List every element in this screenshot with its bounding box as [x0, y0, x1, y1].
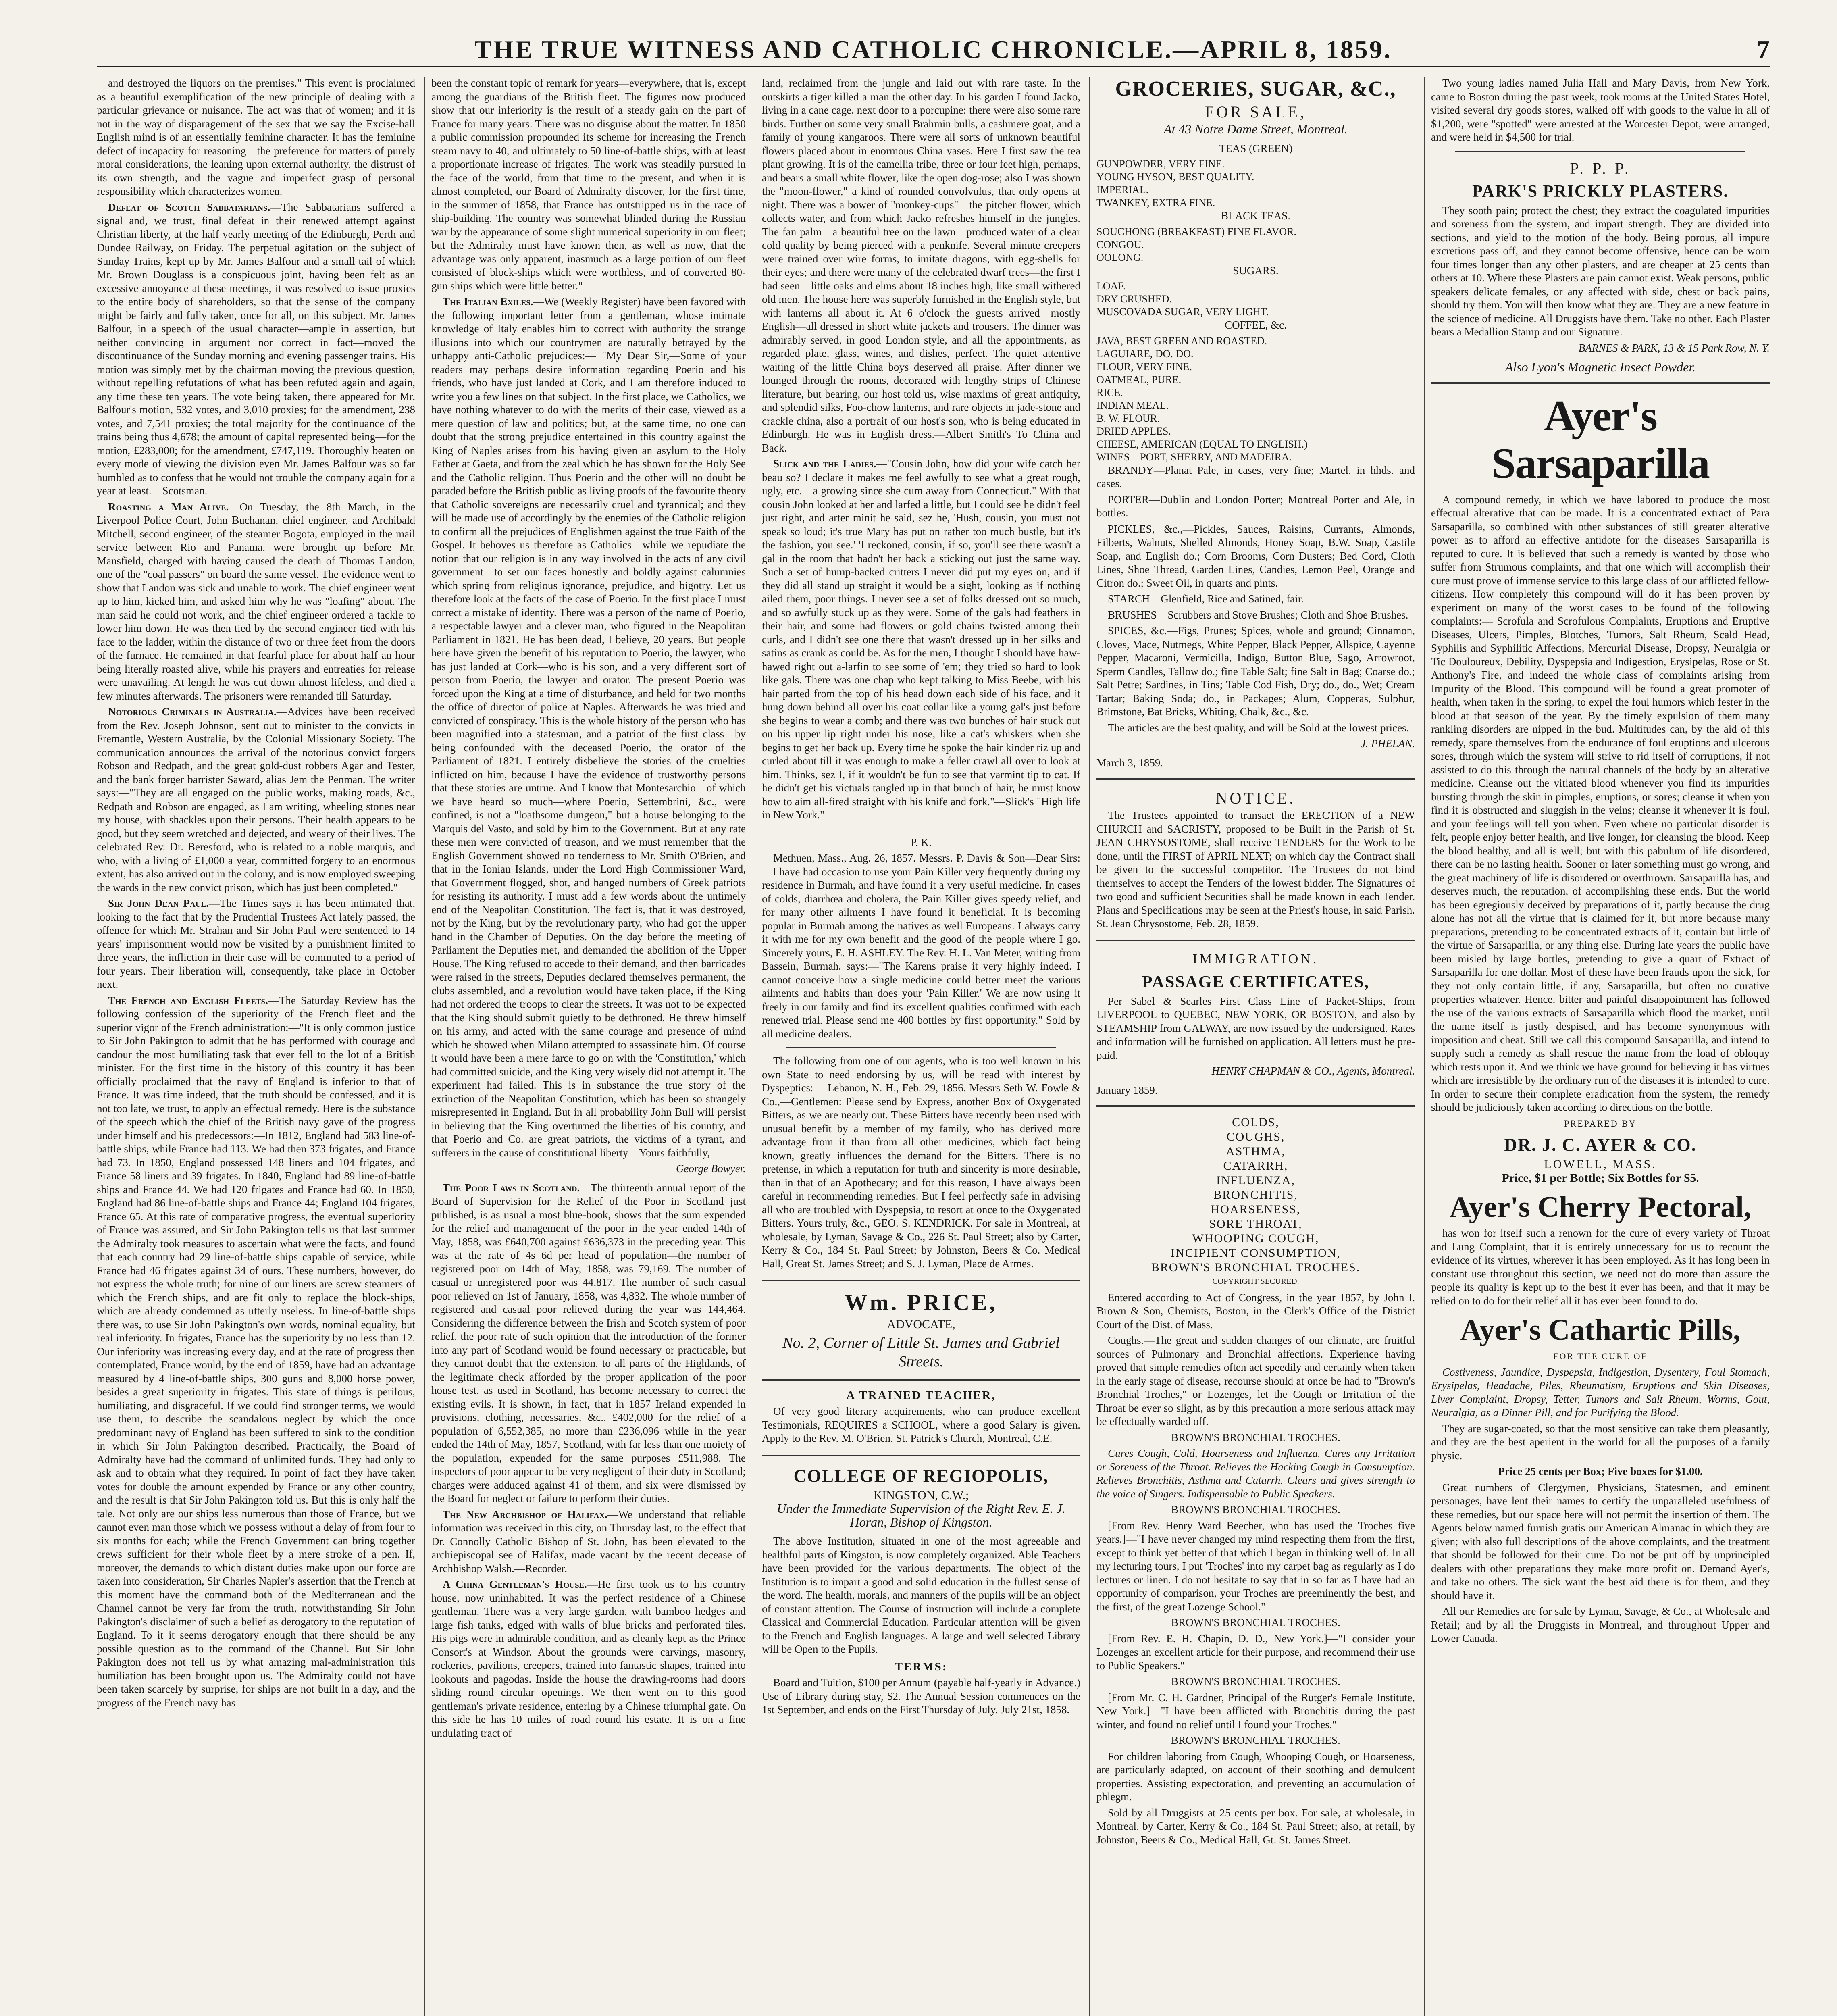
- pills-agents: All our Remedies are for sale by Lyman, Savage, & Co., at Wholesale and Retail; and by all the Druggists in Montreal, and throughout Upper and Lower Canada.: [1431, 1605, 1770, 1644]
- ayer-company: DR. J. C. AYER & CO.: [1504, 1135, 1697, 1155]
- plasters-body: They sooth pain; protect the chest; they extract the coagulated impurities and soreness from the system, and impart strength. They are divided into sections, and yield to the motion of the body. Being porous, all impure excretions pass off, and they cannot become offensive, hence can be worn four times longer than any other plasters, and are cheaper at 25 cents than others at 10. Where these Plasters are pain cannot exist. Weak persons, public speakers delicate females, or any affected with side, chest or back pains, should try them. You will then know what they are. They are a new feature in the science of medicine. All Druggists have them. Take no other. Each Plaster bears a Medallion Stamp and our Signature.: [1431, 204, 1770, 338]
- troches-children: For children laboring from Cough, Whooping Cough, or Hoarseness, are particularly adapted, on account of their soothing and demulcent properties. Assisting expectoration, and preventing an accumulation of phlegm.: [1096, 1750, 1415, 1803]
- pills-price: Price 25 cents per Box; Five boxes for $1.00.: [1498, 1465, 1703, 1477]
- article-fleets: [97, 994, 415, 1710]
- copyright-mark: COPYRIGHT SECURED.: [1212, 1277, 1299, 1286]
- divider: [762, 1279, 1080, 1281]
- article-criminals: [97, 705, 415, 894]
- list-item: BROWN'S BRONCHIAL TROCHES.: [1151, 1261, 1361, 1274]
- list-item: MUSCOVADA SUGAR, VERY LIGHT.: [1096, 306, 1269, 318]
- article-body: —The Times says it has been intimated that, looking to the fact that by the Prudential Trustees Act lately passed, the offence for which Mr. Strahan and Sir John Paul were sentenced to 14 years' imprisonment would now be visited by a punishment limited to three years, the infliction in their case will be commuted to a period of four years. Their liberation will, consequently, take place in October next.: [97, 897, 415, 990]
- sugars-heading: SUGARS.: [1233, 264, 1279, 277]
- college-place: KINGSTON, C.W.;: [873, 1488, 969, 1502]
- divider: [1431, 382, 1770, 384]
- page-number: 7: [1757, 35, 1770, 64]
- teas-black-list: [1096, 225, 1415, 264]
- article-poor-laws: [431, 1181, 746, 1506]
- divider: [762, 1454, 1080, 1456]
- troches-cures: Cures Cough, Cold, Hoarseness and Influenza. Cures any Irritation or Soreness of the Throat. Relieves the Hacking Cough in Consumption. Relieves Bronchitis, Asthma and Catarrh. Clears and gives strength to the voice of Singers. Indispensable to Public Speakers.: [1096, 1447, 1415, 1500]
- ppp-mark: P. P. P.: [1570, 159, 1631, 177]
- sugars-list: [1096, 280, 1415, 319]
- list-item: CONGOU.: [1096, 238, 1144, 250]
- article-dean-paul: [97, 897, 415, 991]
- passage-date: January 1859.: [1096, 1084, 1158, 1096]
- grocery-closing: The articles are the best quality, and will be Sold at the lowest prices.: [1108, 721, 1409, 734]
- list-item: CHEESE, AMERICAN (EQUAL TO ENGLISH.): [1096, 438, 1308, 450]
- pills-testimonials: Great numbers of Clergymen, Physicians, Statesmen, and eminent personages, have lent their names to certify the unparalleled usefulness of these remedies, but our space here will not permit the insertion of them. The Agents below named furnish gratis our American Almanac in which they are given; with also full descriptions of the above complaints, and the treatment that should be followed for their cure. Do not be put off by unprincipled dealers with other preparations they make more profit on. Demand Ayer's, and take no others. The sick want the best aid there is for them, and they should have it.: [1431, 1481, 1770, 1602]
- troches-chapin: [From Rev. E. H. Chapin, D. D., New York.]—"I consider your Lozenges an excellent article for their purpose, and recommend their use to Public Speakers.": [1096, 1632, 1415, 1672]
- article-body: —We understand that reliable information was received in this city, on Thursday last, to the effect that Dr. Connolly Catholic Bishop of St. John, has been elevated to the archiepiscopal see of Halifax, made vacant by the recent decease of Archbishop Walsh.—Recorder.: [431, 1508, 746, 1574]
- list-item: TWANKEY, EXTRA FINE.: [1096, 197, 1215, 208]
- troches-title: BROWN'S BRONCHIAL TROCHES.: [1171, 1431, 1340, 1443]
- article-lead: Notorious Criminals in Australia.: [108, 706, 277, 718]
- list-item: ASTHMA,: [1225, 1145, 1286, 1158]
- article-body: —We (Weekly Register) have been favored with the following important letter from a gentleman, whose intimate knowledge of Italy enables him to correct with authority the strange illusions into which our countrymen are naturally betrayed by the unhappy anti-Catholic prejudices:— "My Dear Sir,—Some of your readers may perhaps desire information regarding Poerio and his friends, who have just landed at Cork, and I am therefore induced to write you a few lines on that subject. In the first place, we Catholics, we have nothing whatever to do with the merits of their case, viewed as a mere question of law and politics; but, at the same time, no one can doubt that the strong prejudice entertained in this country against the King of Naples arises from his having given an asylum to the Holy Father at Gaeta, and from the zeal which he has shown for the Holy See and the Catholic religion. Thus Poerio and the other will no doubt be paraded before the British public as living proofs of the favourite theory that Catholic sovereigns are necessarily cruel and tyrannical; and they will be made use of accordingly by the enemies of the Catholic religion to confirm all the prejudices of Englishmen against the true Faith of the Gospel. It behoves us therefore as Catholics—while we repudiate the notion that our religion is in any way involved in the acts of any civil government—to set our faces honestly and boldly against calumnies which spring from religious ignorance, prejudice, and bigotry. Let us therefore look at the facts of the case of Poerio. In the first place I must correct a mistake of identity. There was a person of the name of Poerio, a respectable lawyer and a clever man, who figured in the Neapolitan Parliament in 1821. He has been dead, I believe, 20 years. But people here have given the benefit of his reputation to Poerio, the lawyer, who has just landed at Cork—who is his son, and a very different sort of person from Poerio, the lawyer and orator. The present Poerio was forced upon the King at a time of disturbance, and held for two months the office of director of police at Naples. Afterwards he was tried and convicted of conspiracy. This is the whole history of the person who has been magnified into a statesman, and a patriot of the first class—by being confounded with the deceased Poerio, the orator of the Parliament of 1821. I entirely disbelieve the stories of the cruelties inflicted on him, because I have the evidence of trustworthy persons that these stories are untrue. And I know that Montesarchio—of which we have heard so much—where Poerio, Settembrini, &c., were confined, is not a "loathsome dungeon," but a house belonging to the Marquis del Vasto, and sold by him to the Government. But at any rate these men were convicted of treason, and we must remember that the English Government showed no tenderness to Mr. Smith O'Brien, and that in the Ionian Islands, under the Lord High Commissioner Ward, that Government flogged, shot, and hanged numbers of Greek patriots for resisting its authority. I must add a few words about the untimely end of the Neapolitan Constitution. The fact is, that it was destroyed, not by the King, but by the revolutionary party, who had got the upper hand in the Chamber of Deputies. On the day before the meeting of Parliament the Deputies met, and demanded the abolition of the Upper House. The King refused to accede to their demand, and then barricades were raised in the streets, Deputies declared themselves permanent, the clubs assembled, and a revolution would have taken place, if the King had not ordered the troops to clear the streets. It was not to be expected that the King should submit quietly to be dethroned. He threw himself on his army, and acted with the same courage and presence of mind which he showed when Milano attempted to assassinate him. Of course it would have been a mere farce to go on with the 'Constitution,' which had committed suicide, and the King very wisely did not attempt it. The experiment had failed. This is in substance the true story of the extinction of the Neapolitan Constitution, which has been so strangely misrepresented in England. But in all probability John Bull will persist in believing that the King overturned the liberties of his country, and that Poerio and Co. are great patriots, the victims of a tyrant, and sufferers in the cause of constitutional liberty—Yours faithfully,: [431, 296, 746, 1159]
- list-item: DRY CRUSHED.: [1096, 293, 1172, 305]
- article-lead: The Poor Laws in Scotland.: [443, 1181, 580, 1194]
- college-heading: COLLEGE OF REGIOPOLIS,: [793, 1466, 1049, 1486]
- list-item: LOAF.: [1096, 280, 1126, 292]
- pills-list: Costiveness, Jaundice, Dyspepsia, Indigestion, Dysentery, Foul Stomach, Erysipelas, Headache, Piles, Rheumatism, Eruptions and Skin Diseases, Liver Complaint, Dropsy, Tetter, Tumors and Salt Rheum, Worms, Gout, Neuralgia, as a Dinner Pill, and for Purifying the Blood.: [1431, 1366, 1770, 1418]
- article-signature: George Bowyer.: [676, 1162, 746, 1175]
- copyright-body: Entered according to Act of Congress, in the year 1857, by John I. Brown & Son, Chemists, Boston, in the Clerk's Office of the District Court of the Dist. of Mass.: [1096, 1291, 1415, 1331]
- sarsaparilla-heading: Ayer's Sarsaparilla: [1491, 392, 1710, 487]
- college-body: The above Institution, situated in one of the most agreeable and healthful parts of Kingston, is now completely organized. Able Teachers have been provided for the various departments. The object of the Institution is to impart a good and solid education in the fullest sense of the word. The health, morals, and manners of the pupils will be an object of constant attention. The Course of instruction will include a complete Classical and Commercial Education. Particular attention will be given to the French and English languages. A large and well selected Library will be Open to the Pupils.: [762, 1535, 1080, 1655]
- teacher-ad: Of very good literary acquirements, who can produce excellent Testimonials, REQUIRES a SCHOOL, where a good Salary is given. Apply to the Rev. M. O'Brien, St. Patrick's Church, Montreal, C.E.: [762, 1405, 1080, 1444]
- article-body: —Advices have been received from the Rev. Joseph Johnson, sent out to minister to the convicts in Fremantle, Western Australia, by the Colonial Missionary Society. The communication announces the arrival of the notorious convict forgers Robson and Redpath, and the great gold-dust robbers Agar and Tester, and the bank forger barrister Saward, alias Jem the Penman. The writer says:—"They are all engaged on the public works, making roads, &c., Redpath and Robson are engaged, as I am writing, wheeling stones near my house, with shackles upon their persons. Their health appears to be good, but they seem wretched and dejected, and weary of their lives. The celebrated Rev. Dr. Beresford, who is related to a noble marquis, and who, with a living of £1,000 a year, committed forgery to an enormous extent, has also arrived out in the colony, and is now employed sweeping the wards in the new convict prison, which has just been completed.": [97, 706, 415, 893]
- grocery-heading: GROCERIES, SUGAR, &C.,: [1115, 77, 1396, 100]
- cherry-pectoral-heading: Ayer's Cherry Pectoral,: [1449, 1191, 1752, 1224]
- troches-sale: Sold by all Druggists at 25 cents per box. For sale, at wholesale, in Montreal, by Carter, Kerry & Co., 184 St. Paul Street; also, at retail, by Johnston, Beers & Co., Medical Hall, Gt. St. James Street.: [1096, 1806, 1415, 1846]
- list-item: SORE THROAT,: [1209, 1217, 1302, 1231]
- teas-green-list: [1096, 158, 1415, 209]
- spices-item: SPICES, &c.—Figs, Prunes; Spices, whole and ground; Cinnamon, Cloves, Mace, Nutmegs, White Pepper, Black Pepper, Allspice, Cayenne Pepper, Macaroni, Vermicilla, Indigo, Button Blue, Sago, Arrowroot, Sperm Candles, Tallow do.; fine Table Salt; fine Salt in Bag; Coarse do.; Salt Petre; Sardines, in Tins; Table Cod Fish, Dry; do., do., Wet; Cream Tartar; Baking Soda; do., in Packages; Alum, Copperas, Sulphur, Brimstone, Bat Bricks, Whiting, Chalk, &c., &c.: [1096, 625, 1415, 718]
- grocery-address: At 43 Notre Dame Street, Montreal.: [1164, 122, 1348, 136]
- masthead: [97, 28, 1770, 67]
- list-item: JAVA, BEST GREEN AND ROASTED.: [1096, 335, 1267, 347]
- grocery-date: March 3, 1859.: [1096, 756, 1163, 769]
- terms-body: Board and Tuition, $100 per Annum (payable half-yearly in Advance.) Use of Library during stay, $2. The Annual Session commences on the 1st September, and ends on the First Thursday of July. July 21st, 1858.: [762, 1677, 1080, 1716]
- cathartic-pills-heading: Ayer's Cathartic Pills,: [1460, 1314, 1741, 1347]
- grocery-subheading: FOR SALE,: [1205, 103, 1306, 121]
- porter-item: PORTER—Dublin and London Porter; Montreal Porter and Ale, in bottles.: [1096, 493, 1415, 519]
- column-rule: [1424, 77, 1425, 2016]
- list-item: WINES—PORT, SHERRY, AND MADEIRA.: [1096, 451, 1292, 463]
- cherry-pectoral-body: has won for itself such a renown for the cure of every variety of Throat and Lung Complaint, that it is entirely unnecessary for us to recount the evidence of its virtues, wherever it has been employed. As it has long been in constant use throughout this section, we need not do more than assure the people its quality is kept up to the best it ever has been, and that it may be relied on to do for their relief all it has ever been found to do.: [1431, 1227, 1770, 1307]
- page-columns: [97, 77, 1770, 2016]
- teacher-heading: A TRAINED TEACHER,: [846, 1389, 996, 1402]
- column-rule: [424, 77, 425, 2016]
- list-item: INCIPIENT CONSUMPTION,: [1171, 1246, 1341, 1260]
- advocate-role: ADVOCATE,: [887, 1318, 955, 1331]
- list-item: COUGHS,: [1226, 1130, 1285, 1143]
- article-body: —He first took us to his country house, now uninhabited. It was the perfect residence of a Chinese gentleman. There was a very large garden, with bamboo hedges and large fish tanks, edged with walls of blue bricks and perforated tiles. His pigs were in admirable condition, and as cleanly kept as the Prince Consort's at Windsor. About the grounds were carvings, masonry, rockeries, pavilions, creepers, trained into fantastic shapes, trained into lookouts and pagodas. Inside the house the drawing-rooms had doors sliding round circular openings. We then went on to this good gentleman's private residence, entering by a Chinese triumphal gate. On this side he has 10 miles of road round his estate. It is on a fine undulating tract of: [431, 1578, 746, 1739]
- troches-title: BROWN'S BRONCHIAL TROCHES.: [1171, 1504, 1340, 1516]
- divider: [1096, 1105, 1415, 1107]
- divider: [1455, 151, 1745, 152]
- coffee-list: [1096, 335, 1415, 464]
- article-lead: Defeat of Scotch Sabbatarians.: [108, 201, 270, 213]
- list-item: WHOOPING COUGH,: [1192, 1232, 1319, 1245]
- article-young-ladies: Two young ladies named Julia Hall and Mary Davis, from New York, came to Boston during the past week, took rooms at the United States Hotel, visited several dry goods stores, walked off with goods to the value in all of $1,200, were "spotted" were arrested at the Worcester Depot, were arranged, and were held in $4,500 for trial.: [1431, 77, 1770, 143]
- list-item: YOUNG HYSON, BEST QUALITY.: [1096, 171, 1254, 183]
- column-2: [431, 77, 746, 2016]
- sarsaparilla-body: A compound remedy, in which we have labored to produce the most effectual alterative that can be made. It is a concentrated extract of Para Sarsaparilla, so combined with other substances of still greater alterative power as to afford an effective antidote for the diseases Sarsaparilla is reputed to cure. It is believed that such a remedy is wanted by those who suffer from Strumous complaints, and that one which will accomplish their cure must prove of immense service to this large class of our afflicted fellow-citizens. How completely this compound will do it has been proven by experiment on many of the worst cases to be found of the following complaints:— Scrofula and Scrofulous Complaints, Eruptions and Eruptive Diseases, Ulcers, Pimples, Blotches, Tumors, Salt Rheum, Scald Head, Syphilis and Syphilitic Affections, Mercurial Disease, Dropsy, Neuralgia or Tic Douloureux, Debility, Dyspepsia and Indigestion, Erysipelas, Rose or St. Anthony's Fire, and indeed the whole class of complaints arising from Impurity of the Blood. This compound will be found a great promoter of health, when taken in the spring, to expel the foul humors which fester in the blood at that season of the year. By the timely expulsion of them many rankling disorders are nipped in the bud. Multitudes can, by the aid of this remedy, spare themselves from the endurance of foul eruptions and ulcerous sores, through which the system will strive to rid itself of corruptions, if not assisted to do this through the natural channels of the body by an alterative medicine. Cleanse out the vitiated blood whenever you find its impurities bursting through the skin in pimples, eruptions, or sores; cleanse it when you find it is obstructed and sluggish in the veins; cleanse it whenever it is foul, and your feelings will tell you when. Even where no particular disorder is felt, people enjoy better health, and live longer, for cleansing the blood. Keep the blood healthy, and all is well; but with this pabulum of life disordered, there can be no lasting health. Sooner or later something must go wrong, and the great machinery of life is disordered or overthrown. Sarsaparilla has, and deserves much, the reputation, of accomplishing these ends. But the world has been egregiously deceived by preparations of it, partly because the drug alone has not all the virtue that is claimed for it, but more because many preparations, pretending to be concentrated extracts of it, contain but little of the virtue of Sarsaparilla, or any thing else. During late years the public have been misled by large bottles, pretending to give a quart of Extract of Sarsaparilla for one dollar. Most of these have been frauds upon the sick, for they not only contain little, if any, Sarsaparilla, but often no curative properties whatever. Hence, bitter and painful disappointment has followed the use of the various extracts of Sarsaparilla which flood the market, until the name itself is justly despised, and has become synonymous with imposition and cheat. Still we call this compound Sarsaparilla, and intend to supply such a remedy as shall rescue the name from the load of obloquy which rests upon it. And we think we have ground for believing it has virtues which are irresistible by the ordinary run of the diseases it is intended to cure. In order to secure their complete eradication from the system, the remedy should be judiciously taken according to directions on the bottle.: [1431, 493, 1770, 1113]
- troches-title: BROWN'S BRONCHIAL TROCHES.: [1171, 1616, 1340, 1629]
- prepared-by: PREPARED BY: [1564, 1118, 1637, 1129]
- teas-green-heading: TEAS (GREEN): [1219, 142, 1293, 154]
- column-5: [1431, 77, 1770, 2016]
- notice-heading: NOTICE.: [1215, 789, 1296, 807]
- terms-heading: TERMS:: [895, 1660, 948, 1673]
- list-item: FLOUR, VERY FINE.: [1096, 360, 1192, 373]
- ayer-price: Price, $1 per Bottle; Six Bottles for $5.: [1502, 1171, 1699, 1185]
- passage-body: Per Sabel & Searles First Class Line of Packet-Ships, from LIVERPOOL to QUEBEC, NEW YORK, OR BOSTON, and also by STEAMSHIP from GALWAY, are now issued by the undersigned. Rates and information will be furnished on application. All letters must be pre-paid.: [1096, 995, 1415, 1061]
- divider: [1096, 939, 1415, 941]
- article-china-continued: land, reclaimed from the jungle and laid out with rare taste. In the outskirts a tiger killed a man the other day. In his garden I found Jacko, living in a cane cage, next door to a porcupine; there were also some rare birds. Further on some very small Brahmin bulls, a cashmere goat, and a family of young kangaroos. There were all sorts of unknown beautiful flowers placed about in enormous China vases. Here I first saw the tea plant growing. It is of the camellia tribe, three or four feet high, perhaps, and bears a small white flower, like the open dog-rose; also I was shown the "moon-flower," a kind of rounded convolvulus, that only opens at night. There was a bower of "monkey-cups"—the pitcher flower, which collects water, and from which Jacko refreshes himself in the jungles. The fan palm—a beautiful tree on the lawn—produced water of a clear cold quality by being pierced with a penknife. Several minute creepers were trained over wire forms, to imitate dragons, with egg-shells for their eyes; and there were many of the celebrated dwarf trees—the first I had seen—little oaks and elms about 18 inches high, like small withered old men. The house here was superbly furnished in the English style, but with lanterns all about it. At 6 o'clock the guests arrived—mostly English—all dressed in short white jackets and trousers. The dinner was admirably served, in good London style, and all the appointments, as regarded plate, glass, wines, and dishes, perfect. The quiet attentive waiting of the little China boys deserved all praise. After dinner we lounged through the rooms, decorated with lengthy strips of Chinese literature, but bearing, our host told us, wise maxims of great antiquity, and splendid silks, Foo-chow lanterns, and rare objects in jade-stone and crackle china, also a portrait of our host's son, who is being educated in Edinburgh. He was in English dress.—Albert Smith's To China and Back.: [762, 77, 1080, 454]
- article-lead: Sir John Dean Paul.: [108, 897, 209, 909]
- plasters-heading: PARK'S PRICKLY PLASTERS.: [1472, 182, 1729, 201]
- article-lead: Roasting a Man Alive.: [108, 500, 229, 513]
- list-item: DRIED APPLES.: [1096, 425, 1171, 437]
- grocery-signature: J. PHELAN.: [1361, 737, 1415, 750]
- list-item: OATMEAL, PURE.: [1096, 373, 1182, 385]
- troches-title: BROWN'S BRONCHIAL TROCHES.: [1171, 1675, 1340, 1687]
- article-lead: The New Archbishop of Halifax.: [443, 1508, 607, 1520]
- brandy-item: BRANDY—Planat Pale, in cases, very fine; Martel, in hhds. and cases.: [1096, 464, 1415, 489]
- starch-item: STARCH—Glenfield, Rice and Satined, fair.: [1108, 593, 1304, 605]
- brushes-item: BRUSHES—Scrubbers and Stove Brushes; Cloth and Shoe Brushes.: [1108, 608, 1408, 621]
- advocate-address: No. 2, Corner of Little St. James and Gabriel Streets.: [782, 1334, 1060, 1370]
- article-lead: Slick and the Ladies.: [773, 458, 876, 470]
- list-item: RICE.: [1096, 386, 1123, 398]
- article-slick: [762, 457, 1080, 822]
- list-item: OOLONG.: [1096, 251, 1144, 263]
- list-item: HOARSENESS,: [1211, 1203, 1301, 1216]
- article-body: —The Sabbatarians suffered a signal and, we trust, final defeat in their renewed attempt against Christian liberty, at the half yearly meeting of the Edinburgh, Perth and Dundee Railway, on Friday. The perpetual agitation on the subject of Sunday Trains, kept up by Mr. James Balfour and a small tail of which Mr. Brown Douglass is a conspicuous joint, having been felt as an excessive annoyance at these meetings, it was resolved to issue proxies to the entire body of shareholders, so that the sense of the company might be fairly and fully taken, once for all, on this subject. Mr. James Balfour, in a speech of the usual character—ample in assertion, but neither convincing in argument nor correct in fact—moved the discontinuance of the Sunday morning and evening passenger trains. His motion was simply met by the chairman moving the previous question, without repelling refutations of what has been refuted again and again, any time these ten years. The vote being taken, there appeared for Mr. Balfour's motion, 532 votes, and 3,010 proxies; for the amendment, 238 votes, and 7,541 proxies; the total majority for the continuance of the trains being thus 4,678; the amount of capital represented being—for the motion, £283,000; for the amendment, £747,119. Thoroughly beaten on every mode of viewing the division even Mr. James Balfour was so far humbled as to confess that he would not trouble the company again for a year at least.—Scotsman.: [97, 201, 415, 497]
- troches-coughs: Coughs.—The great and sudden changes of our climate, are fruitful sources of Pulmonary and Bronchial affections. Experience having proved that simple remedies often act speedily and certainly when taken in the early stage of disease, recourse should at once be had to "Brown's Bronchial Troches," or Lozenges, let the Cough or Irritation of the Throat be ever so slight, as by this precaution a more serious attack may be effectually warded off.: [1096, 1334, 1415, 1427]
- column-1: [97, 77, 415, 2016]
- insect-powder-line: Also Lyon's Magnetic Insect Powder.: [1505, 360, 1696, 374]
- column-4: [1096, 77, 1415, 2016]
- pills-subheading: FOR THE CURE OF: [1553, 1351, 1648, 1361]
- article-lead: A China Gentleman's House.: [443, 1578, 587, 1590]
- colds-list: [1096, 1115, 1415, 1275]
- column-3: [762, 77, 1080, 2016]
- advocate-name: Wm. PRICE,: [845, 1290, 998, 1315]
- list-item: GUNPOWDER, VERY FINE.: [1096, 158, 1225, 170]
- passage-signature: HENRY CHAPMAN & CO., Agents, Montreal.: [1211, 1065, 1415, 1077]
- article-body: —The thirteenth annual report of the Board of Supervision for the Relief of the Poor in Scotland just published, is as usual a most blue-book, shows that the sum expended for the relief and management of the poor in the year ended 14th of May, 1858, was £640,700 against £636,373 in the preceding year. This was at the rate of 4s 6d per head of population—the number of registered poor on 14th of May, 1858, was 79,169. The number of casual or unregistered poor was 44,817. The number of such casual poor relieved on 1st of January, 1858, was 4,832. The whole number of registered and casual poor relieved during the year was 144,464. Considering the difference between the Irish and Scotch system of poor relief, the poor rate of such opinion that the introduction of the former into any part of Scotland would be found necessary or practicable, but they cannot doubt that the extension, to all parts of the Highlands, of the legitimate check afforded by the proper application of the poor house test, as used in Scotland, has become necessary to correct the existing evils. It is shown, in fact, that in 1857 Ireland expended in provisions, clothing, necessaries, &c., £402,000 for the relief of a population of 6,552,385, no more than £236,096 while in the year ended the 14th of May, 1857, Scotland, with far less than one moiety of the population, expended for the same purposes £511,988. The inspectors of poor appear to be very negligent of their duty in Scotland; charges were adduced against 41 of them, and six were dismissed by the Board for neglect or failure to perform their duties.: [431, 1181, 746, 1504]
- teas-black-heading: BLACK TEAS.: [1221, 210, 1291, 222]
- article-excise-close: and destroyed the liquors on the premises." This event is proclaimed as a beautiful exemplification of the new principle of dealing with a particular grievance or nuisance. The act was that of women; and it is not in the way of disparagement of the sex that we say the Excise-hall English mind is of an essentially feminine character. It has the feminine defect of incapacity for reasoning—the preference for matters of purely moral considerations, the leaning upon external authority, the distrust of its own strength, and the vague and imperfect grasp of personal responsibility which characterizes women.: [97, 77, 415, 197]
- list-item: BRONCHITIS,: [1213, 1188, 1298, 1202]
- article-archbishop: [431, 1508, 746, 1576]
- pills-body: They are sugar-coated, so that the most sensitive can take them pleasantly, and they are the best aperient in the world for all the purposes of a family physic.: [1431, 1422, 1770, 1462]
- list-item: SOUCHONG (BREAKFAST) FINE FLAVOR.: [1096, 225, 1296, 237]
- troches-gardner: [From Mr. C. H. Gardner, Principal of the Rutger's Female Institute, New York.]—"I have been afflicted with Bronchitis during the past winter, and found no relief until I found your Troches.": [1096, 1691, 1415, 1731]
- list-item: LAGUIARE, DO. DO.: [1096, 348, 1194, 360]
- list-item: INFLUENZA,: [1216, 1174, 1295, 1187]
- article-china-house: [431, 1578, 746, 1740]
- immigration-heading: IMMIGRATION.: [1192, 951, 1319, 966]
- troches-beecher: [From Rev. Henry Ward Beecher, who has used the Troches five years.]—"I have never changed my mind respecting them from the first, except to think yet better of that which I began in thinking well of. In all my lecturing tours, I put 'Troches' into my carpet bag as regularly as I do lectures or linen. I do not hesitate to say that in so far as I have had an opportunity of comparison, your Troches are preeminently the best, and the first, of the great Lozenge School.": [1096, 1519, 1415, 1613]
- article-body: —The Saturday Review has the following confession of the superiority of the French fleet and the superior vigor of the French administration:—"It is only common justice to Sir John Pakington to admit that he has performed with courage and candour the most humiliating task that ever fell to the lot of a British minister. For the first time in the history of this country it has been officially proclaimed that the navy of England is inferior to that of France. It was time indeed, that the truth should be confessed, and it is not too late, we trust, to apply an effectual remedy. Here is the substance of the speech which the chief of the British navy gave of the progress under himself and his predecessors:—In 1812, England had 583 line-of-battle ships, while France had 113. We had then 373 frigates, and France had 73. In 1850, England possessed 148 liners and 104 frigates, and France 58 liners and 39 frigates. In 1840, England had 89 line-of-battle ships and France 44. We had 120 frigates and France had 60. In 1850, England had 86 line-of-battle ships and France 44; England 104 frigates, France 65. At this rate of comparative progress, the eventual superiority of France was assured, and Sir John Pakington tells us that last summer the Admiralty took measures to ascertain what were the facts, and found that each country had 29 line-of-battle ships capable of service, while France had 46 frigates against 34 of ours. These numbers, however, do not express the whole truth; for nine of our liners are screw steamers of which the French ships, and are fit only to replace the block-ships, which are already condemned as utterly useless. In line-of-battle ships there was, to use Sir John Pakington's own words, nominal equality, but real inferiority. In frigates, France has the superiority by no less than 12. Our inferiority was increasing every day, and at the rate of progress then contemplated, France would, by the end of 1859, have had an advantage measured by 4 line-of-battle ships, 300 guns and 8,000 horse power, besides a great superiority in frigates. This state of things is perilous, humiliating, and disgraceful. If we could find stronger terms, we would use them, to describe the scandalous neglect by which the once predominant navy of England has been suffered to sink to the condition in which Sir John Pakington described. Practically, the Board of Admiralty have had the command of unlimited funds. They had only to ask and to obtain what they required. In point of fact they have taken votes for double the amount expended by France or any other country, and the result is that Sir John Pakington told us. But this is only half the tale. Not only are our ships less numerous than those of France, but we cannot even man those which we possess without a delay of from four to six months for each; while the French Government can bring together crews sufficient for their whole fleet by a mere stroke of a pen. If, moreover, the demands to which distant duties make upon our force are taken into consideration, Sir Charles Napier's assertion that the French at this moment have the command both of the Mediterranean and the Channel cannot be very far from the truth, notwithstanding Sir John Pakington's disclaimer of such a belief as derogatory to the reputation of England. To it it seems derogatory enough that there should be any possible question as to the command of the Channel. But Sir John Pakington does not tell us by what amazing mal-administration this humiliation has been brought upon us. The Admiralty could not have been taken scarcely by surprise, for ships are not built in a day, and the progress of the French navy has: [97, 994, 415, 1709]
- plasters-signature: BARNES & PARK, 13 & 15 Park Row, N. Y.: [1578, 342, 1770, 354]
- column-rule: [1089, 77, 1090, 2016]
- article-lead: The French and English Fleets.: [108, 994, 268, 1006]
- article-lead: The Italian Exiles.: [443, 296, 533, 308]
- article-fleets-continued: been the constant topic of remark for years—everywhere, that is, except among the guardians of the British fleet. The figures now produced show that our inferiority is the result of a steady gain on the part of France for many years. There was no disguise about the matter. In 1850 a public commission propounded its scheme for increasing the French steam navy to 40, and ultimately to 50 line-of-battle ships, with at least a proportionate increase of frigates. The work was steadily pursued in the face of the world, from that time to the present, and when it is almost completed, our Board of Admiralty discover, for the first time, in the summer of 1858, that France has outstripped us in the race of ship-building. The country was somewhat blinded during the Russian war by the appearance of some slight numerical superiority in our fleet; but the Admiralty must have known then, as well as now, that the advantage was only apparent, inasmuch as a large portion of our fleet consisted of block-ships which were worthless, and of converted 80-gun ships which were little better.": [431, 77, 746, 292]
- article-body: —On Tuesday, the 8th March, in the Liverpool Police Court, John Buchanan, chief engineer, and Archibald Mitchell, second engineer, of the steamer Bogota, employed in the mail service between Rio and Panama, were brought up before Mr. Mansfield, charged with having caused the death of Thomas Landon, one of the "coal passers" on board the same vessel. The evidence went to show that Landon was sick and unable to work. The chief engineer went up to him, kicked him, and asked him why he was "loafing" about. The man said he could not work, and the chief engineer ordered a tackle to lower him down. He was then tied by the second engineer tied with his face to the ladder, within the distance of two or three feet from the doors of the furnace. He remained in that fearful place for about half an hour being literally roasted alive, while his prayers and entreaties for release were unavailing. At length he was cut down almost lifeless, and died a few minutes afterwards. The prisoners were remanded till Saturday.: [97, 500, 415, 702]
- pain-killer-ad: Methuen, Mass., Aug. 26, 1857. Messrs. P. Davis & Son—Dear Sirs:—I have had occasion to use your Pain Killer very frequently during my residence in Burmah, and have found it a very useful medicine. In cases of colds, diarrhœa and cholera, the Pain Killer gives speedy relief, and for many other ailments I have found it beneficial. It is becoming popular in Burmah among the natives as well Europeans. I always carry it with me for my own benefit and the good of the people where I go. Sincerely yours, E. H. ASHLEY. The Rev. H. L. Van Meter, writing from Bassein, Burmah, says:—"The Karens praise it very highly indeed. I cannot conceive how a single medicine could better meet the various ailments and habits than does your 'Pain Killer.' We are now using it freely in our family and find its excellent qualities confirmed with each renewed trial. Please send me 400 bottles by first opportunity." Sold by all medicine dealers.: [762, 852, 1080, 1040]
- divider: [1096, 778, 1415, 780]
- article-sabbatarians: [97, 201, 415, 498]
- article-italian-exiles: [431, 295, 746, 1160]
- article-body: —"Cousin John, how did your wife catch her beau so? I declare it makes me feel awfully to see what a great rough, ugly, etc.—a growing since she cum away from Connecticut." With that cousin John looked at her and larfed a little, but I could see he didn't feel just right, and arter minit he said, sez he, 'Hush, cousin, you must not speak so loud; it's true Mary has put on rather too much bustle, but it's the fashion, you see.' 'I reckoned, cousin, if so, you'll see there wasn't a gal in the room that hadn't her back a sticking out just the same way. Such a set of hump-backed critters I never did put my eyes on, and if they did all stand up straight it would be a sight, looking as if nothing ailed them, poor things. I never see a set of folks dressed out so much, and so awfully stuck up as they were. Some of the gals had feathers in their hair, and some had flowers or gold chains twisted among their curls, and I didn't see one there that wasn't dressed up in her silks and satins as crank as could be. As for the men, I thought I should have haw-hawed right out a-larfin to see some of 'em; they tried so hard to look like gals. There was one chap who kept talking to Miss Beebe, with his hair parted from the top of his head down each side of his face, and it hung down behind all over his coat collar like a young gal's just before she begins to wear a comb; and there was two bunches of hair stuck out on his upper lip right under his nose, like a cat's whiskers when she begins to get her back up. Every time he spoke the hair kinder riz up and curled about till it was enough to make a feller crawl all over to look at him. Thinks, sez I, if it wouldn't be fun to see that varmint tip to cat. If he didn't get his victuals tangled up in that bunch of hair, he must know how to aim all-fired straight with his knife and fork."—Slick's "High life in New York.": [762, 458, 1080, 821]
- notice-body: The Trustees appointed to transact the ERECTION of a NEW CHURCH and SACRISTY, proposed to be Built in the Parish of St. JEAN CHRYSOSTOME, shall receive TENDERS for the Work to be done, until the FIRST of APRIL NEXT; on which day the Contract shall be given to the successful competitor. The Trustees do not bind themselves to accept the Tenders of the lowest bidder. The Signatures of two good and sufficient Securities shall be made known in each Tender. Plans and Specifications may be seen at the Priest's house, in said Parish. St. Jean Chrysostome, Feb. 28, 1859.: [1096, 809, 1415, 929]
- list-item: CATARRH,: [1223, 1159, 1288, 1173]
- passage-heading: PASSAGE CERTIFICATES,: [1142, 973, 1370, 991]
- list-item: B. W. FLOUR.: [1096, 412, 1160, 424]
- pain-killer-heading: P. K.: [911, 836, 932, 848]
- bitters-ad: The following from one of our agents, who is too well known in his own State to need endorsing by us, will be read with interest by Dyspeptics:— Lebanon, N. H., Feb. 29, 1856. Messrs Seth W. Fowle & Co.,—Gentlemen: Please send by Express, another Box of Oxygenated Bitters, as we are nearly out. These Bitters have recently been used with unusual benefit by a member of my family, who has derived more advantage from it than from all other medicines, which fact being known, greatly influences the demand for the Bitters. There is no pretense, in which a reputation for truth and sincerity is more desirable, than in that of an Apothecary; and for this reason, I have always been careful in recommending remedies. But I feel perfectly safe in advising all who are troubled with Dyspepsia, to resort at once to the Oxygenated Bitters. Yours truly, &c., GEO. S. KENDRICK. For sale in Montreal, at wholesale, by Lyman, Savage & Co., 226 St. Paul Street; also by Carter, Kerry & Co., 184 St. Paul Street; by Johnston, Beers & Co. Medical Hall, Great St. James Street; and S. J. Lyman, Place de Armes.: [762, 1055, 1080, 1270]
- divider: [786, 1047, 1056, 1048]
- list-item: IMPERIAL.: [1096, 184, 1149, 196]
- pickles-item: PICKLES, &c.,—Pickles, Sauces, Raisins, Currants, Almonds, Filberts, Walnuts, Shelled Almonds, Honey Soap, B.W. Soap, Castile Soap, and English do.; Corn Brooms, Corn Dusters; Bed Cord, Cloth Lines, Shoe Thread, Garden Lines, Candies, Lemon Peel, Orange and Citron do.; Sweet Oil, in quarts and pints.: [1096, 523, 1415, 589]
- list-item: INDIAN MEAL.: [1096, 399, 1169, 411]
- article-roasting: [97, 500, 415, 703]
- coffee-heading: COFFEE, &c.: [1225, 319, 1287, 331]
- list-item: COLDS,: [1232, 1116, 1279, 1129]
- newspaper-title: THE TRUE WITNESS AND CATHOLIC CHRONICLE.—APRIL 8, 1859.: [474, 35, 1392, 64]
- college-subtitle: Under the Immediate Supervision of the Right Rev. E. J. Horan, Bishop of Kingston.: [777, 1501, 1065, 1529]
- divider: [762, 1379, 1080, 1381]
- ayer-place: LOWELL, MASS.: [1544, 1158, 1657, 1171]
- troches-title: BROWN'S BRONCHIAL TROCHES.: [1171, 1734, 1340, 1746]
